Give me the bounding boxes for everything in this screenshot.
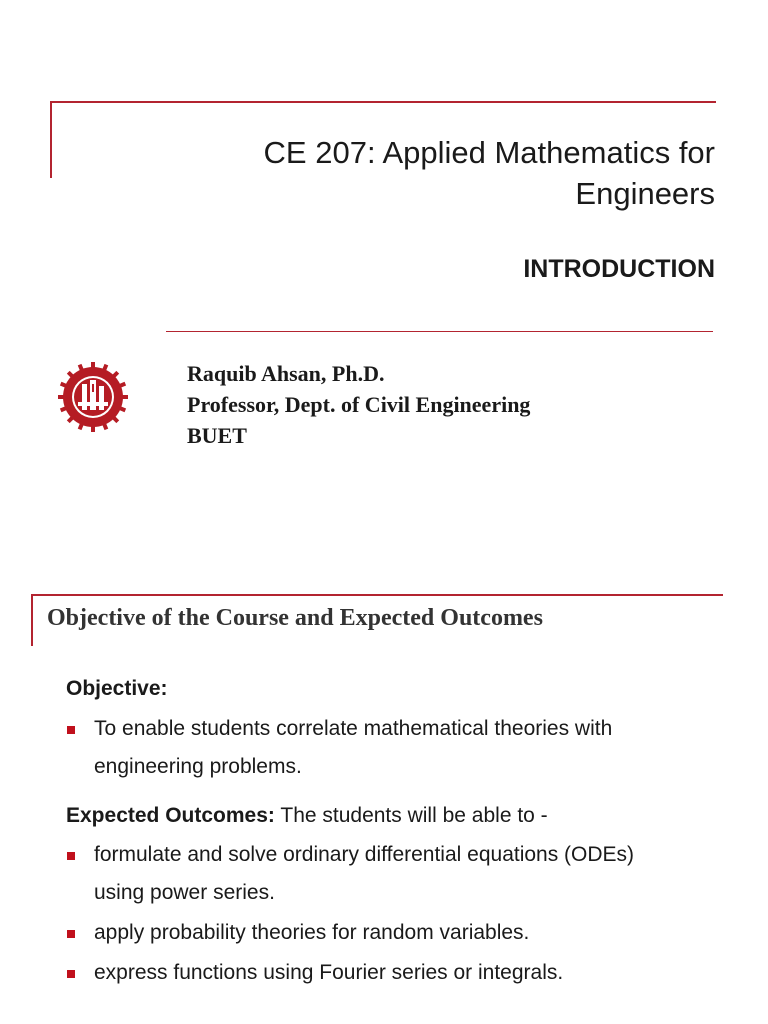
list-item: apply probability theories for random variables. bbox=[66, 914, 726, 952]
title-line-2: Engineers bbox=[575, 176, 715, 211]
outcomes-intro-text: The students will be able to - bbox=[274, 804, 548, 827]
objective-label: Objective: bbox=[66, 677, 168, 700]
slide1-top-border bbox=[50, 101, 716, 103]
bullet-square-icon bbox=[67, 852, 75, 860]
author-institution: BUET bbox=[187, 423, 247, 448]
slide2-left-border bbox=[31, 594, 33, 646]
bullet-square-icon bbox=[67, 726, 75, 734]
author-block bbox=[187, 358, 530, 451]
title-line-1: CE 207: Applied Mathematics for bbox=[263, 135, 715, 170]
buet-emblem-icon bbox=[58, 362, 128, 432]
slide2-content bbox=[66, 672, 726, 992]
slide1-subtitle: INTRODUCTION bbox=[523, 255, 715, 283]
author-name: Raquib Ahsan, Ph.D. bbox=[187, 361, 385, 386]
list-item: To enable students correlate mathematical theories with engineering problems. bbox=[66, 710, 726, 786]
slide1-left-border bbox=[50, 101, 52, 178]
outcomes-intro bbox=[66, 796, 726, 836]
slide2-top-border bbox=[31, 594, 723, 596]
outcomes-label: Expected Outcomes: bbox=[66, 804, 275, 827]
bullet-square-icon bbox=[67, 930, 75, 938]
author-position: Professor, Dept. of Civil Engineering bbox=[187, 392, 531, 417]
list-item: express functions using Fourier series or integrals. bbox=[66, 954, 726, 992]
bullet-square-icon bbox=[67, 970, 75, 978]
slide1-title bbox=[135, 132, 715, 214]
slide1-divider bbox=[166, 331, 713, 332]
list-item: formulate and solve ordinary differential equations (ODEs) using power series. bbox=[66, 836, 726, 912]
slide2-heading: Objective of the Course and Expected Outcomes bbox=[47, 605, 543, 631]
